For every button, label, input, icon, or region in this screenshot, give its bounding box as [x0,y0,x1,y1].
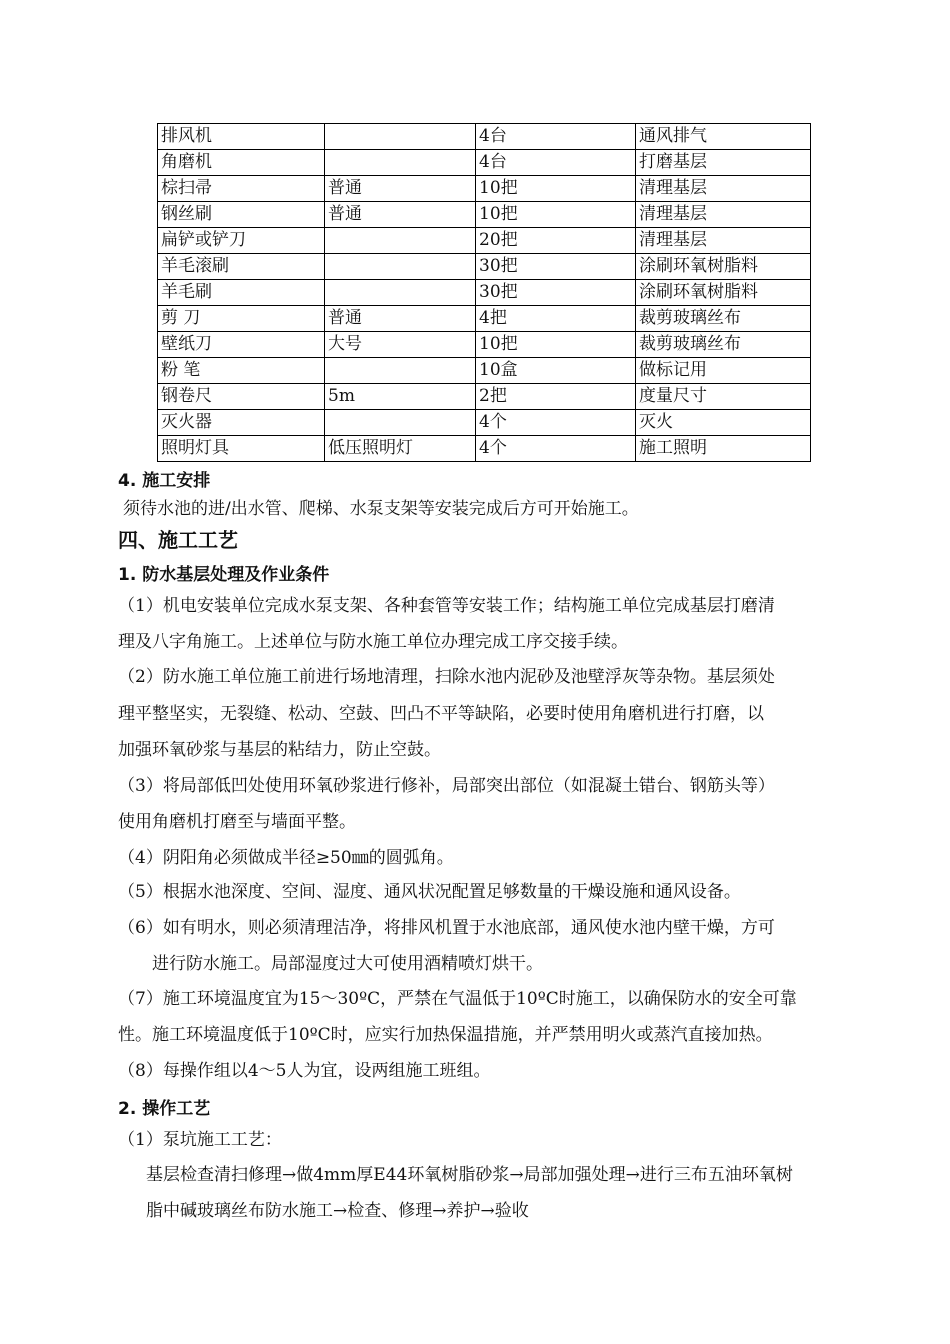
table-cell: 5m [325,384,476,410]
table-cell: 4台 [476,124,636,150]
table-cell: 排风机 [158,124,325,150]
table-cell: 棕扫帚 [158,176,325,202]
table-cell: 普通 [325,202,476,228]
table-cell: 4台 [476,150,636,176]
paragraph-5: （5）根据水池深度、空间、湿度、通风状况配置足够数量的干燥设施和通风设备。 [118,882,741,902]
table-cell: 低压照明灯 [325,436,476,462]
table-cell: 灭火器 [158,410,325,436]
table-cell: 4把 [476,306,636,332]
table-cell: 钢丝刷 [158,202,325,228]
paragraph-7-line-1: （7）施工环境温度宜为15～30ºC，严禁在气温低于10ºC时施工，以确保防水的安全可靠 [118,989,797,1009]
paragraph-1-line-1: （1）机电安装单位完成水泵支架、各种套管等安装工作；结构施工单位完成基层打磨清 [118,596,775,616]
table-cell: 钢卷尺 [158,384,325,410]
table-row [158,254,811,280]
table-cell [325,410,476,436]
table-row [158,280,811,306]
table-row [158,306,811,332]
table-row [158,202,811,228]
paragraph-2-line-1: （2）防水施工单位施工前进行场地清理，扫除水池内泥砂及池壁浮灰等杂物。基层须处 [118,667,775,687]
table-cell: 30把 [476,254,636,280]
table-cell: 10把 [476,176,636,202]
table-cell: 4个 [476,436,636,462]
table-cell [325,150,476,176]
section-1-title: 1. 防水基层处理及作业条件 [118,565,330,585]
table-cell: 普通 [325,176,476,202]
chapter-4-title: 四、施工工艺 [118,528,238,552]
table-cell: 清理基层 [636,176,811,202]
table-cell: 清理基层 [636,202,811,228]
table-cell: 施工照明 [636,436,811,462]
table-cell: 照明灯具 [158,436,325,462]
table-cell: 粉 笔 [158,358,325,384]
table-cell: 壁纸刀 [158,332,325,358]
table-cell: 角磨机 [158,150,325,176]
table-cell: 通风排气 [636,124,811,150]
table-row [158,150,811,176]
table-cell: 4个 [476,410,636,436]
table-cell: 普通 [325,306,476,332]
procedure-1-line-2: 脂中碱玻璃丝布防水施工→检查、修理→养护→验收 [146,1201,529,1221]
table-cell: 10盒 [476,358,636,384]
table-cell [325,228,476,254]
table-cell: 30把 [476,280,636,306]
table-cell: 做标记用 [636,358,811,384]
paragraph-3-line-1: （3）将局部低凹处使用环氧砂浆进行修补，局部突出部位（如混凝土错台、钢筋头等） [118,776,775,796]
paragraph-8: （8）每操作组以4～5人为宜，设两组施工班组。 [118,1061,491,1081]
table-cell [325,280,476,306]
paragraph-6-line-1: （6）如有明水，则必须清理洁净，将排风机置于水池底部，通风使水池内壁干燥，方可 [118,918,775,938]
table-cell: 羊毛刷 [158,280,325,306]
table-cell: 大号 [325,332,476,358]
table-cell: 涂刷环氧树脂料 [636,280,811,306]
equipment-table [157,123,811,462]
table-cell [325,254,476,280]
table-row [158,176,811,202]
paragraph-7-line-2: 性。施工环境温度低于10ºC时，应实行加热保温措施，并严禁用明火或蒸汽直接加热。 [118,1025,773,1045]
paragraph-3-line-2: 使用角磨机打磨至与墙面平整。 [118,812,356,832]
table-cell [325,358,476,384]
section-4-text: 须待水池的进/出水管、爬梯、水泵支架等安装完成后方可开始施工。 [123,499,639,519]
table-cell: 20把 [476,228,636,254]
paragraph-6-line-2: 进行防水施工。局部湿度过大可使用酒精喷灯烘干。 [152,954,543,974]
table-cell: 扁铲或铲刀 [158,228,325,254]
section-4-title: 4. 施工安排 [118,471,211,491]
procedure-1-title: （1）泵坑施工工艺： [118,1130,282,1150]
table-row [158,436,811,462]
table-row [158,410,811,436]
paragraph-2-line-2: 理平整坚实，无裂缝、松动、空鼓、凹凸不平等缺陷，必要时使用角磨机进行打磨，以 [118,704,764,724]
table-cell: 裁剪玻璃丝布 [636,332,811,358]
paragraph-2-line-3: 加强环氧砂浆与基层的粘结力，防止空鼓。 [118,740,441,760]
table-cell: 打磨基层 [636,150,811,176]
table-cell: 涂刷环氧树脂料 [636,254,811,280]
paragraph-4: （4）阴阳角必须做成半径≥50㎜的圆弧角。 [118,848,454,868]
table-cell: 裁剪玻璃丝布 [636,306,811,332]
table-cell [325,124,476,150]
table-cell: 度量尺寸 [636,384,811,410]
table-cell: 清理基层 [636,228,811,254]
table-cell: 羊毛滚刷 [158,254,325,280]
section-2-title: 2. 操作工艺 [118,1099,211,1119]
table-cell: 灭火 [636,410,811,436]
table-cell: 2把 [476,384,636,410]
table-row [158,358,811,384]
table-row [158,228,811,254]
paragraph-1-line-2: 理及八字角施工。上述单位与防水施工单位办理完成工序交接手续。 [118,632,628,652]
table-cell: 10把 [476,332,636,358]
table-cell: 10把 [476,202,636,228]
table-row [158,124,811,150]
table-cell: 剪 刀 [158,306,325,332]
table-row [158,332,811,358]
table-row [158,384,811,410]
procedure-1-line-1: 基层检查清扫修理→做4mm厚E44环氧树脂砂浆→局部加强处理→进行三布五油环氧树 [146,1165,793,1185]
